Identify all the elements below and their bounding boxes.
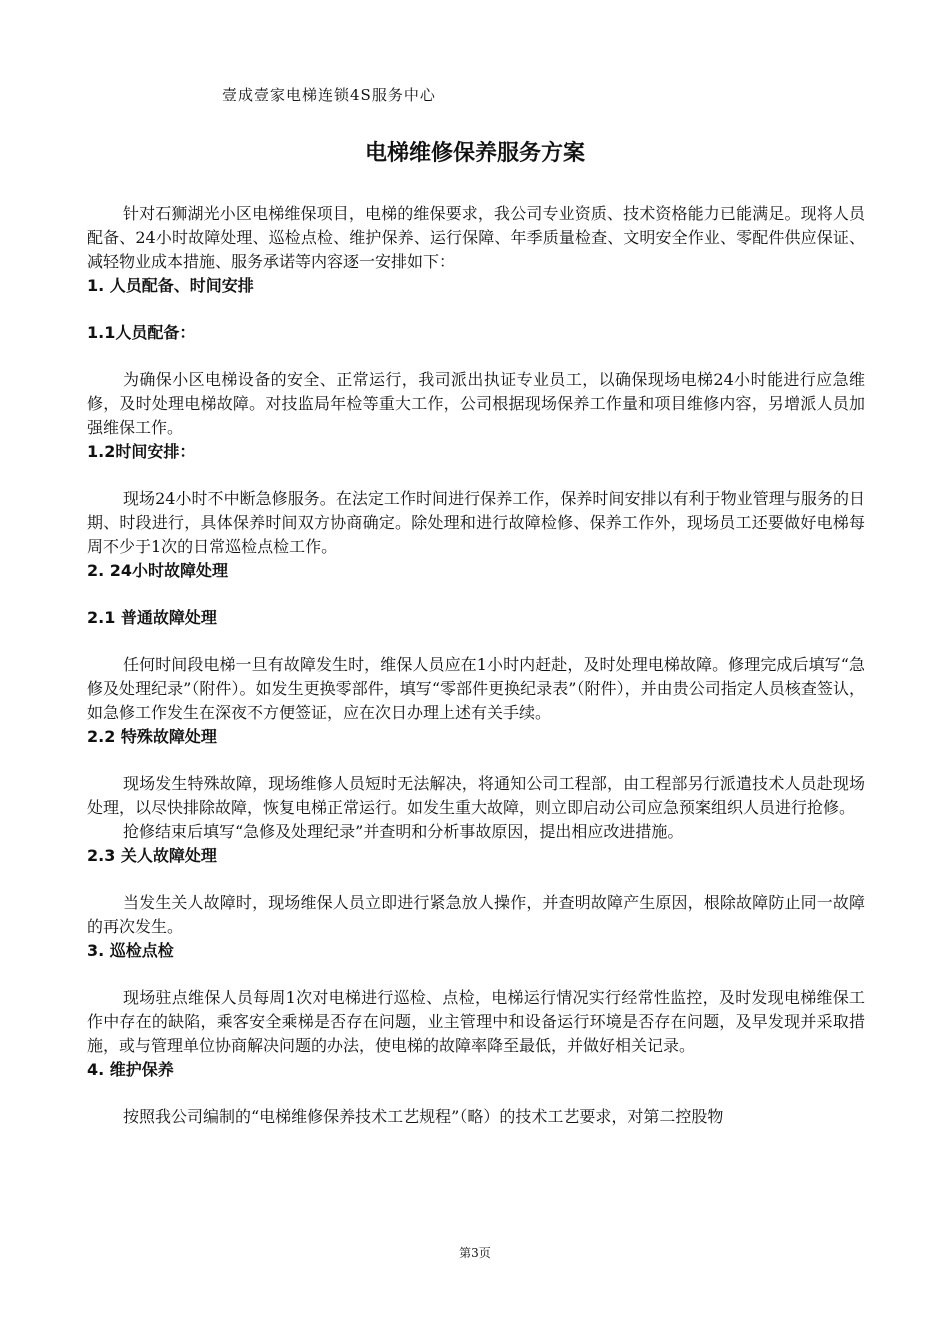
- section-heading-2: 2. 24小时故障处理: [87, 561, 229, 580]
- section-heading-4: 4. 维护保养: [87, 1060, 174, 1079]
- section-heading-1-1: 1.1人员配备：: [87, 323, 196, 342]
- paragraph-1-2: 现场24小时不中断急修服务。在法定工作时间进行保养工作，保养时间安排以有利于物业管理与服务的日期、时段进行，具体保养时间双方协商确定。除处理和进行故障检修、保养工作外，现场员工还要做好电梯每周不少于1次的日常巡检点检工作。: [87, 489, 865, 556]
- section-heading-1-2: 1.2时间安排：: [87, 442, 196, 461]
- section-heading-2-3: 2.3 关人故障处理: [87, 846, 217, 865]
- intro-paragraph: 针对石狮湖光小区电梯维保项目，电梯的维保要求，我公司专业资质、技术资格能力已能满足。现将人员配备、24小时故障处理、巡检点检、维护保养、运行保障、年季质量检查、文明安全作业、零配件供应保证、减轻物业成本措施、服务承诺等内容逐一安排如下：: [87, 204, 865, 271]
- paragraph-2-3: 当发生关人故障时，现场维保人员立即进行紧急放人操作，并查明故障产生原因，根除故障防止同一故障的再次发生。: [87, 893, 865, 936]
- paragraph-1-1: 为确保小区电梯设备的安全、正常运行，我司派出执证专业员工，以确保现场电梯24小时能进行应急维修，及时处理电梯故障。对技监局年检等重大工作，公司根据现场保养工作量和项目维修内容，另增派人员加强维保工作。: [87, 370, 865, 437]
- paragraph-3: 现场驻点维保人员每周1次对电梯进行巡检、点检，电梯运行情况实行经常性监控，及时发现电梯维保工作中存在的缺陷，乘客安全乘梯是否存在问题，业主管理中和设备运行环境是否存在问题，及早发现并采取措施，或与管理单位协商解决问题的办法，使电梯的故障率降至最低，并做好相关记录。: [87, 988, 865, 1055]
- page-number: 第3页: [459, 1246, 491, 1260]
- section-heading-2-2: 2.2 特殊故障处理: [87, 727, 217, 746]
- paragraph-2-2-b: 抢修结束后填写“急修及处理纪录”并查明和分析事故原因，提出相应改进措施。: [123, 822, 684, 841]
- section-heading-1: 1. 人员配备、时间安排: [87, 276, 254, 295]
- document-title: 电梯维修保养服务方案: [364, 141, 585, 166]
- section-heading-3: 3. 巡检点检: [87, 941, 174, 960]
- paragraph-4: 按照我公司编制的“电梯维修保养技术工艺规程”（略）的技术工艺要求，对第二控股物: [123, 1107, 724, 1126]
- paragraph-2-2: 现场发生特殊故障，现场维修人员短时无法解决，将通知公司工程部，由工程部另行派遣技术人员赴现场处理，以尽快排除故障，恢复电梯正常运行。如发生重大故障，则立即启动公司应急预案组织人员进行抢修。: [87, 774, 865, 817]
- document-body: [87, 202, 865, 1129]
- section-heading-2-1: 2.1 普通故障处理: [87, 608, 217, 627]
- paragraph-2-1: 任何时间段电梯一旦有故障发生时，维保人员应在1小时内赶赴，及时处理电梯故障。修理完成后填写“急修及处理纪录”（附件）。如发生更换零部件，填写“零部件更换纪录表”（附件），并由贵公司指定人员核查签认，如急修工作发生在深夜不方便签证，应在次日办理上述有关手续。: [87, 655, 865, 722]
- page-header: 壹成壹家电梯连锁4S服务中心: [222, 86, 436, 104]
